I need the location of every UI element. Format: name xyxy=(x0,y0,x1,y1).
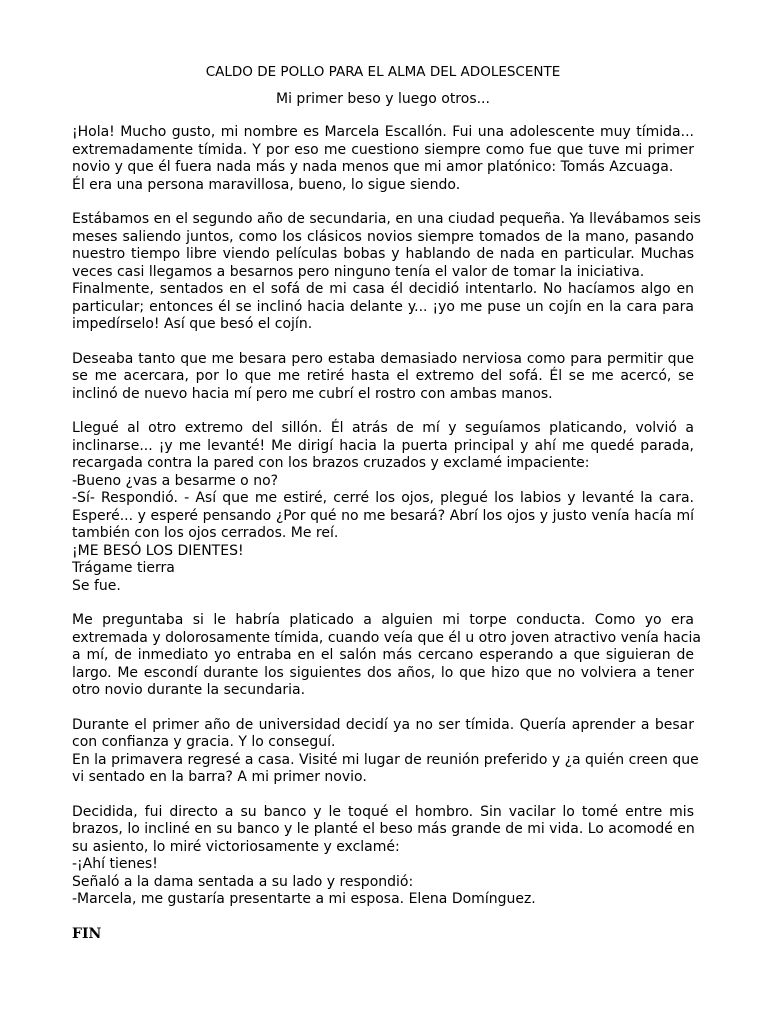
text-line: impedírselo! Así que besó el cojín. xyxy=(72,316,313,332)
text-line: novio y que él fuera nada más y nada menos que mi amor platónico: Tomás Azcuaga. xyxy=(72,159,674,175)
text-line: extremadamente tímida. Y por eso me cuestiono siempre como fue que tuve mi primer xyxy=(72,141,694,158)
text-line: nuestro tiempo libre viendo películas bobas y hablando de nada en particular. Muchas xyxy=(72,246,694,262)
paragraph xyxy=(72,716,699,787)
paragraph xyxy=(72,124,694,194)
end-marker: FIN xyxy=(72,925,102,942)
text-line: otro novio durante la secundaria. xyxy=(72,682,306,698)
text-line: -¡Ahí tienes! xyxy=(72,856,158,872)
text-line: Finalmente, sentados en el sofá de mi casa él decidió intentarlo. No hacíamos algo en xyxy=(72,281,694,297)
text-line: meses saliendo juntos, como los clásicos novios siempre tomados de la mano, pasando xyxy=(72,228,694,245)
paragraph xyxy=(72,612,701,700)
text-line: inclinó de nuevo hacia mí pero me cubrí el rostro con ambas manos. xyxy=(72,385,553,402)
text-line: Trágame tierra xyxy=(72,560,175,576)
text-line: Llegué al otro extremo del sillón. Él atrás de mí y seguíamos platicando, volvió a xyxy=(72,420,694,436)
text-line: Decidida, fui directo a su banco y le toqué el hombro. Sin vacilar lo tomé entre mis xyxy=(72,803,694,820)
text-line: veces casi llegamos a besarnos pero ninguno tenía el valor de tomar la iniciativa. xyxy=(72,263,645,280)
text-line: particular; entonces él se inclinó hacia delante y... ¡yo me puse un cojín en la cara para xyxy=(72,298,694,315)
text-line: largo. Me escondí durante los siguientes dos años, lo que hizo que no volviera a tener xyxy=(72,664,694,681)
text-line: Estábamos en el segundo año de secundaria, en una ciudad pequeña. Ya llevábamos seis xyxy=(72,211,701,227)
text-line: vi sentado en la barra? A mi primer novio. xyxy=(72,769,367,785)
text-line: -Marcela, me gustaría presentarte a mi esposa. Elena Domínguez. xyxy=(72,891,536,907)
text-line: se me acercara, por lo que me retiré hasta el extremo del sofá. Él se me acercó, se xyxy=(72,368,694,384)
story-body xyxy=(72,124,701,909)
paragraph xyxy=(72,351,694,404)
text-line: también con los ojos cerrados. Me reí. xyxy=(72,525,339,541)
text-line: su asiento, lo miré victoriosamente y exclamé: xyxy=(72,838,400,855)
paragraph xyxy=(72,420,694,595)
paragraph xyxy=(72,211,701,334)
text-line: Me preguntaba si le habría platicado a alguien mi torpe conducta. Como yo era xyxy=(72,612,694,628)
text-line: brazos, lo incliné en su banco y le planté el beso más grande de mi vida. Lo acomodé en xyxy=(72,821,695,837)
text-line: Señaló a la dama sentada a su lado y respondió: xyxy=(72,873,414,890)
document-page xyxy=(72,64,701,943)
text-line: recargada contra la pared con los brazos cruzados y exclamé impaciente: xyxy=(72,455,590,471)
text-line: a mí, de inmediato yo entraba en el salón más cercano esperando a que siguieran de xyxy=(72,647,694,663)
text-line: ¡ME BESÓ LOS DIENTES! xyxy=(72,542,244,559)
text-line: extremada y dolorosamente tímida, cuando veía que él u otro joven atractivo venía hacia xyxy=(72,629,701,646)
paragraph xyxy=(72,804,694,909)
story-subtitle: Mi primer beso y luego otros... xyxy=(276,91,490,107)
text-line: En la primavera regresé a casa. Visité mi lugar de reunión preferido y ¿a quién creen que xyxy=(72,751,699,768)
text-line: Esperé... y esperé pensando ¿Por qué no me besará? Abrí los ojos y justo venía hacía mí xyxy=(72,507,694,524)
text-line: con confianza y gracia. Y lo conseguí. xyxy=(72,734,336,750)
text-line: Deseaba tanto que me besara pero estaba demasiado nerviosa como para permitir que xyxy=(72,350,694,367)
text-line: Se fue. xyxy=(72,577,121,594)
document-title: CALDO DE POLLO PARA EL ALMA DEL ADOLESCENTE xyxy=(205,64,561,80)
text-line: Durante el primer año de universidad decidí ya no ser tímida. Quería aprender a besar xyxy=(72,716,694,733)
text-line: ¡Hola! Mucho gusto, mi nombre es Marcela Escallón. Fui una adolescente muy tímida... xyxy=(72,124,694,140)
text-line: Él era una persona maravillosa, bueno, lo sigue siendo. xyxy=(72,176,461,193)
text-line: inclinarse... ¡y me levanté! Me dirigí hacia la puerta principal y ahí me quedé parada, xyxy=(72,437,694,454)
text-line: -Bueno ¿vas a besarme o no? xyxy=(72,472,279,489)
text-line: -Sí- Respondió. - Así que me estiré, cerré los ojos, plegué los labios y levanté la cara. xyxy=(72,490,694,506)
